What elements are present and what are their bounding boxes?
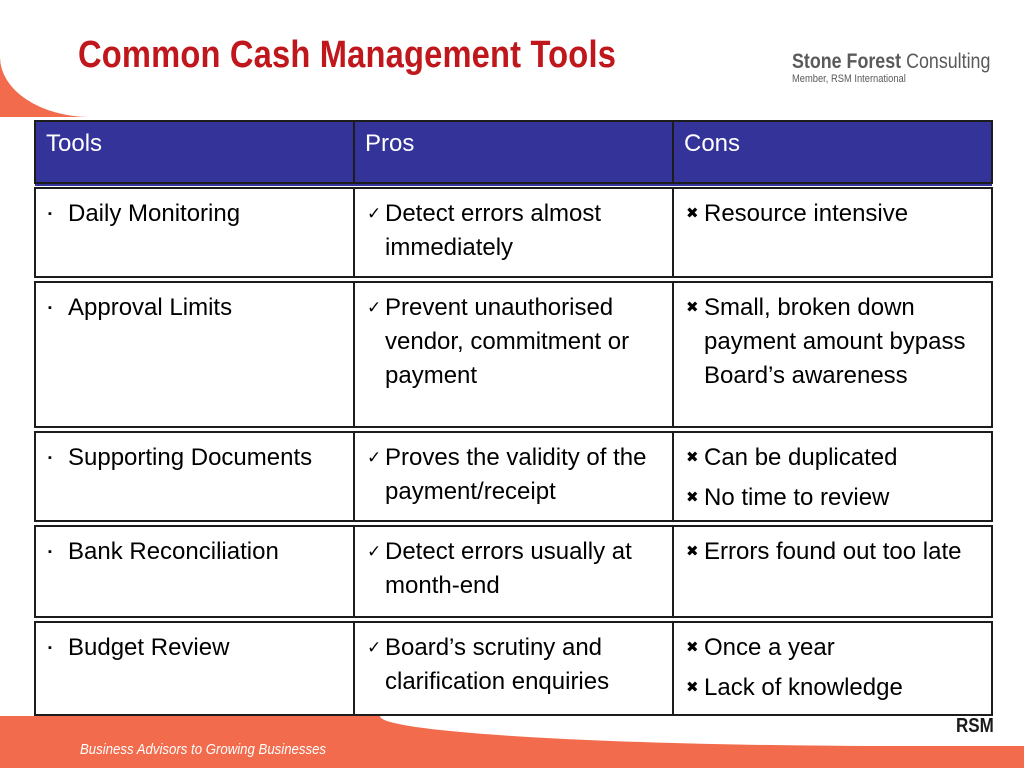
list-item [365, 535, 660, 603]
table-row [35, 186, 992, 280]
list-item [365, 197, 660, 265]
rsm-logo: RSM [956, 715, 994, 737]
list-item [46, 197, 341, 231]
list-item [684, 481, 979, 515]
square-bullet-icon: ▪ [48, 546, 52, 558]
column-header-tools: Tools [35, 121, 354, 186]
square-bullet-icon: ▪ [48, 302, 52, 314]
con-text: Errors found out too late [704, 538, 962, 565]
brand-name-bold: Stone Forest [792, 50, 902, 73]
list-item [684, 197, 979, 231]
list-item [46, 535, 341, 569]
checkmark-icon: ✓ [367, 638, 382, 657]
con-text: Can be duplicated [704, 444, 898, 471]
checkmark-icon: ✓ [367, 298, 382, 317]
cons-cell [673, 280, 992, 430]
cons-cell [673, 524, 992, 620]
table-header-row [35, 121, 992, 186]
pro-text: Detect errors usually at month-end [385, 538, 632, 599]
con-text: Lack of knowledge [704, 674, 903, 701]
list-item [684, 535, 979, 569]
pro-text: Prevent unauthorised vendor, commitment or payment [385, 294, 630, 389]
pros-cell [354, 280, 673, 430]
square-bullet-icon: ▪ [48, 642, 52, 654]
pro-text: Detect errors almost immediately [385, 200, 602, 261]
pros-cell [354, 186, 673, 280]
list-item [684, 631, 979, 665]
footer-tagline: Business Advisors to Growing Businesses [80, 741, 327, 758]
pro-text: Proves the validity of the payment/receipt [385, 444, 647, 505]
column-header-cons: Cons [673, 121, 992, 186]
tool-label: Approval Limits [68, 294, 233, 321]
cross-icon: ✖ [686, 489, 699, 506]
tool-cell [35, 280, 354, 430]
pros-cell [354, 430, 673, 524]
list-item [46, 631, 341, 665]
list-item [46, 291, 341, 325]
tool-label: Bank Reconciliation [68, 538, 279, 565]
con-text: Small, broken down payment amount bypass Board’s awareness [704, 294, 966, 389]
cross-icon: ✖ [686, 299, 699, 316]
tool-label: Budget Review [68, 634, 230, 661]
cross-icon: ✖ [686, 679, 699, 696]
brand-subtitle: Member, RSM International [792, 73, 906, 85]
brand-name [792, 50, 991, 74]
column-header-pros: Pros [354, 121, 673, 186]
con-text: No time to review [704, 484, 890, 511]
checkmark-icon: ✓ [367, 448, 382, 467]
square-bullet-icon: ▪ [48, 452, 52, 464]
list-item [684, 671, 979, 705]
con-text: Once a year [704, 634, 835, 661]
list-item [46, 441, 341, 475]
tool-cell [35, 186, 354, 280]
tools-table [34, 120, 993, 716]
tool-label: Daily Monitoring [68, 200, 241, 227]
brand-name-rest: Consulting [906, 50, 991, 73]
tool-cell [35, 620, 354, 715]
list-item [365, 441, 660, 509]
con-text: Resource intensive [704, 200, 909, 227]
list-item [365, 291, 660, 393]
table-row [35, 524, 992, 620]
table-row [35, 430, 992, 524]
tool-cell [35, 430, 354, 524]
checkmark-icon: ✓ [367, 204, 382, 223]
page-title: Common Cash Management Tools [78, 34, 617, 76]
cross-icon: ✖ [686, 543, 699, 560]
pros-cell [354, 620, 673, 715]
cross-icon: ✖ [686, 639, 699, 656]
pros-cell [354, 524, 673, 620]
checkmark-icon: ✓ [367, 542, 382, 561]
list-item [684, 441, 979, 475]
table-row [35, 620, 992, 715]
square-bullet-icon: ▪ [48, 208, 52, 220]
list-item [365, 631, 660, 699]
cross-icon: ✖ [686, 449, 699, 466]
pro-text: Board’s scrutiny and clarification enquiries [385, 634, 610, 695]
cons-cell [673, 186, 992, 280]
list-item [684, 291, 979, 393]
tool-cell [35, 524, 354, 620]
brand-logo [792, 50, 1002, 85]
cons-cell [673, 620, 992, 715]
table-row [35, 280, 992, 430]
tool-label: Supporting Documents [68, 444, 313, 471]
cross-icon: ✖ [686, 205, 699, 222]
cons-cell [673, 430, 992, 524]
